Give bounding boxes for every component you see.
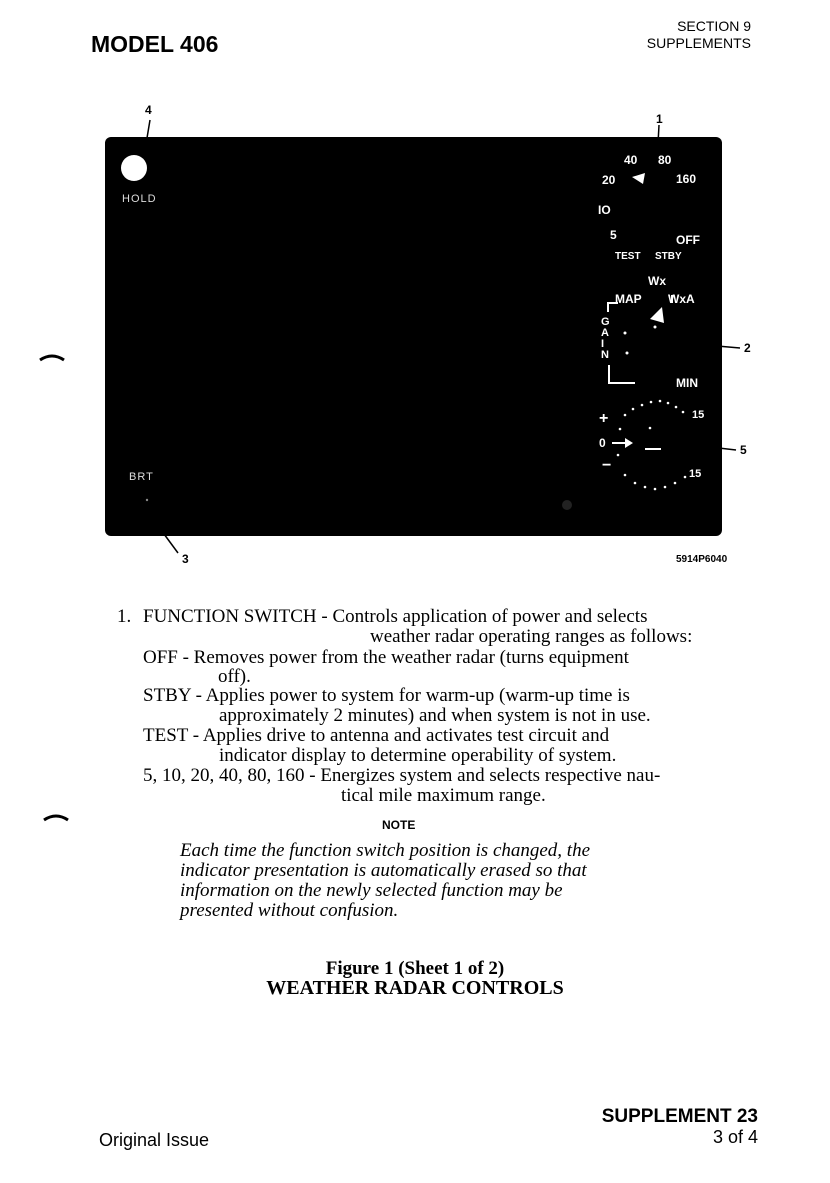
range-40-label: 40: [624, 153, 638, 167]
brt-label: BRT: [129, 471, 154, 483]
range-20-label: 20: [602, 173, 616, 187]
gain-letter: N: [601, 349, 609, 361]
tilt-zero-label: 0: [599, 436, 606, 450]
leader-2: [694, 344, 740, 348]
callout-5: 5: [740, 443, 747, 457]
stby-label: STBY: [655, 251, 682, 262]
binding-mark: [40, 356, 64, 360]
range-160-label: 160: [676, 172, 697, 186]
model-title: MODEL 406: [91, 31, 219, 57]
callout-4: 4: [145, 103, 152, 117]
item-1-title: FUNCTION SWITCH - Controls application of power and selects: [143, 606, 648, 627]
off-description-cont: off).: [218, 666, 251, 687]
item-1-number: 1.: [117, 606, 132, 627]
leader-1: [655, 125, 659, 200]
range-10-label: IO: [598, 203, 611, 217]
figure-code: 5914P6040: [676, 554, 728, 565]
note-text: Each time the function switch position is changed, the indicator presentation is automatically erased so that information on the newly selected function may be presented without confusion.: [180, 840, 591, 921]
tilt-up-15-label: 15: [692, 409, 705, 421]
map-label: MAP: [615, 292, 642, 306]
stby-description-cont: approximately 2 minutes) and when system is not in use.: [219, 705, 651, 726]
callout-3: 3: [182, 552, 189, 566]
item-1-continuation: weather radar operating ranges as follows:: [370, 626, 693, 647]
test-description-cont: indicator display to determine operability of system.: [219, 745, 617, 766]
stby-description: STBY - Applies power to system for warm-up (warm-up time is: [143, 685, 630, 706]
page-number: 3 of 4: [712, 1127, 758, 1147]
hold-label: HOLD: [122, 193, 157, 205]
range-description: 5, 10, 20, 40, 80, 160 - Energizes system and selects respective nau-: [143, 765, 661, 786]
range-5-label: 5: [610, 228, 617, 242]
gain-letter: G: [601, 316, 610, 328]
min-label: MIN: [676, 376, 698, 390]
callout-1: 1: [656, 112, 663, 126]
issue-label: Original Issue: [99, 1130, 210, 1150]
leader-3: [150, 515, 178, 553]
wx-label: Wx: [648, 274, 666, 288]
off-label: OFF: [676, 233, 700, 247]
figure-title: WEATHER RADAR CONTROLS: [266, 977, 564, 999]
gain-letter: A: [601, 327, 609, 339]
supplement-number: SUPPLEMENT 23: [601, 1106, 758, 1127]
tilt-plus-label: +: [599, 410, 609, 427]
wxa-label: WxA: [668, 292, 695, 306]
note-heading: NOTE: [382, 818, 416, 832]
gain-letter: I: [601, 338, 605, 350]
test-description: TEST - Applies drive to antenna and activates test circuit and: [143, 725, 610, 746]
tilt-minus-label: −: [602, 457, 612, 474]
callout-2: 2: [744, 341, 751, 355]
range-80-label: 80: [658, 153, 672, 167]
section-number: SECTION 9: [677, 18, 751, 34]
test-label: TEST: [615, 251, 641, 262]
off-description: OFF - Removes power from the weather radar (turns equipment: [143, 647, 629, 668]
figure-number: Figure 1 (Sheet 1 of 2): [325, 958, 505, 979]
section-subtitle: SUPPLEMENTS: [646, 35, 751, 51]
tilt-down-15-label: 15: [689, 468, 702, 480]
binding-mark: [44, 816, 68, 820]
range-description-cont: tical mile maximum range.: [341, 785, 546, 806]
leader-5: [684, 444, 736, 450]
leader-4: [145, 120, 150, 150]
